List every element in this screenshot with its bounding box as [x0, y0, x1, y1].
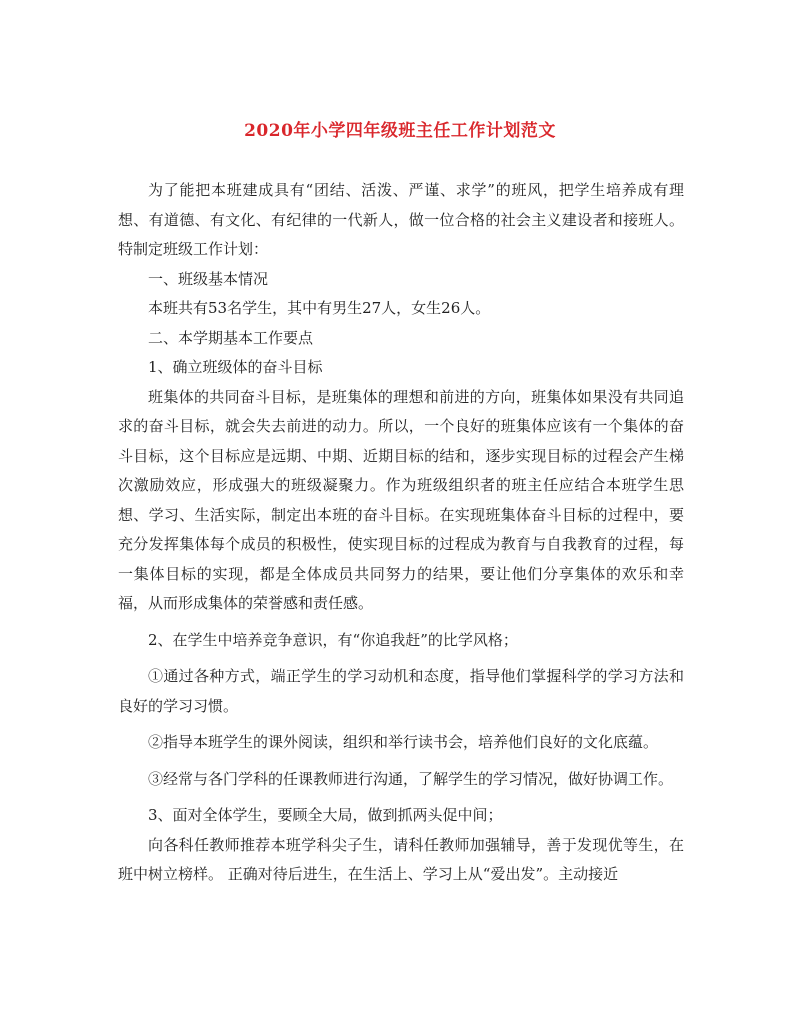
subheading-all-students: 3、面对全体学生，要顾全大局，做到抓两头促中间；	[148, 806, 503, 824]
all-students-paragraph: 向各科任教师推荐本班学科尖子生，请科任教师加强辅导，善于发现优等生，在班中树立榜样。 正确对待后进生，在生活上、学习上从“爱出发”。主动接近	[118, 835, 684, 883]
document-title: 2020年小学四年级班主任工作计划范文	[244, 121, 556, 141]
list-item-1: ①通过各种方式，端正学生的学习动机和态度，指导他们掌握科学的学习方法和良好的学习习惯。	[118, 667, 684, 715]
class-info-paragraph: 本班共有53名学生，其中有男生27人，女生26人。	[148, 299, 491, 317]
list-item-3: ③经常与各门学科的任课教师进行沟通，了解学生的学习情况，做好协调工作。	[148, 769, 674, 788]
list-item-2: ②指导本班学生的课外阅读，组织和举行读书会，培养他们良好的文化底蕴。	[148, 733, 659, 751]
goal-paragraph: 班集体的共同奋斗目标，是班集体的理想和前进的方向，班集体如果没有共同追求的奋斗目标，就会失去前进的动力。所以，一个良好的班集体应该有一个集体的奋斗目标，这个目标应是远期、中期、近期目标的结和，逐步实现目标的过程会产生梯次激励效应，形成强大的班级凝聚力。作为班级组织者的班主任应结合本班学生思想、学习、生活实际，制定出本班的奋斗目标。在实现班集体奋斗目标的过程中，要充分发挥集体每个成员的积极性，使实现目标的过程成为教育与自我教育的过程，每一集体目标的实现，都是全体成员共同努力的结果，要让他们分享集体的欢乐和幸福，从而形成集体的荣誉感和责任感。	[118, 387, 684, 612]
section-heading-class-info: 一、班级基本情况	[148, 269, 269, 288]
subheading-competition: 2、在学生中培养竞争意识，有“你追我赶”的比学风格；	[148, 630, 518, 649]
subheading-goal: 1、确立班级体的奋斗目标	[148, 358, 323, 376]
document-body	[118, 176, 684, 890]
intro-paragraph: 为了能把本班建成具有“团结、活泼、严谨、求学”的班风，把学生培养成有理想、有道德、有文化、有纪律的一代新人，做一位合格的社会主义建设者和接班人。特制定班级工作计划：	[118, 181, 684, 258]
section-heading-work-points: 二、本学期基本工作要点	[148, 328, 314, 347]
